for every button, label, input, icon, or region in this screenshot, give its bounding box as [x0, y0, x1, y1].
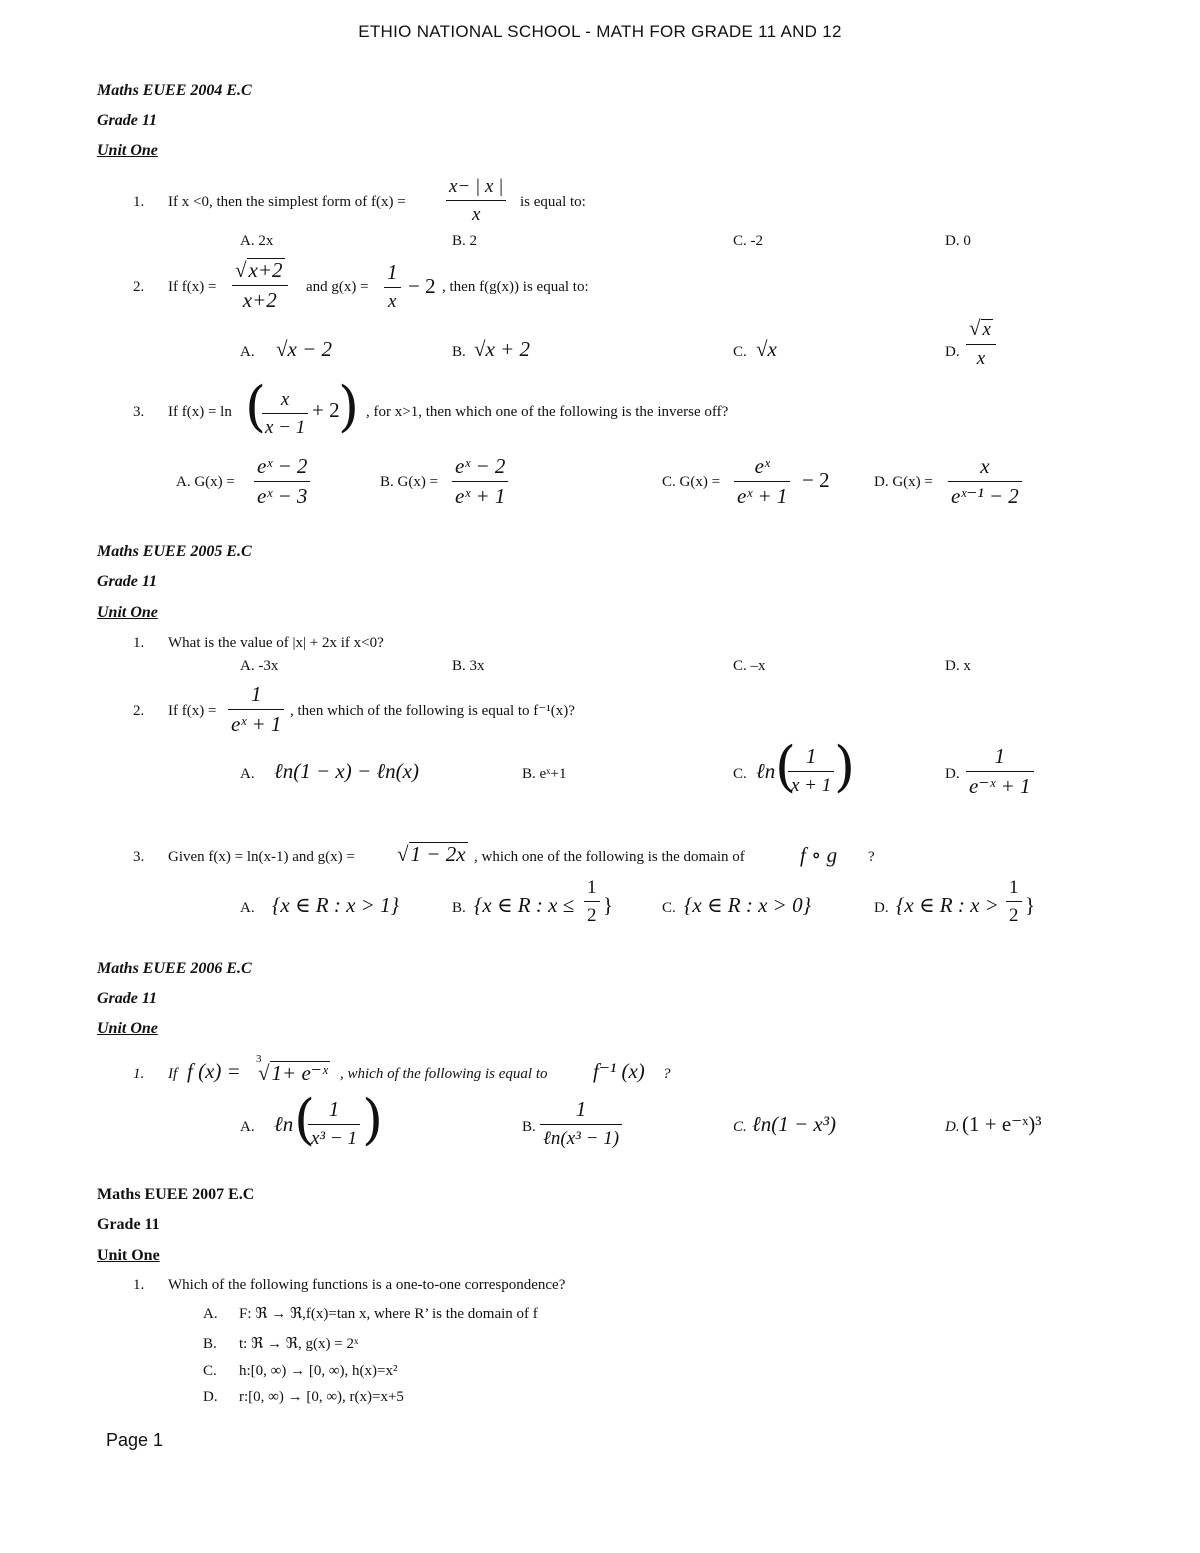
- option-d: [948, 456, 1022, 507]
- question-number: 2.: [133, 703, 145, 719]
- option-d: D. 0: [945, 233, 971, 249]
- question-stem-mid: and g(x) =: [306, 279, 369, 295]
- fraction-denominator: x: [471, 204, 481, 225]
- radical-sign-icon: √: [258, 1061, 270, 1085]
- option-d-suffix: }: [1025, 893, 1036, 917]
- option-a: F: ℜ → ℜ,f(x)=tan x, where R’ is the domain of f: [239, 1306, 538, 1322]
- option-c-label: C.: [203, 1363, 217, 1379]
- fraction-numerator: eˣ − 2: [455, 454, 506, 478]
- question-stem-end: , for x>1, then which one of the following is the inverse off?: [366, 404, 729, 420]
- question-number: 3.: [133, 849, 145, 865]
- expression-tail: − 2: [408, 274, 436, 298]
- fraction: [232, 258, 288, 311]
- option-d-label: D.: [945, 344, 960, 360]
- option-c-label: C.: [733, 344, 747, 360]
- option-c: C. –x: [733, 658, 766, 674]
- fraction-numerator: [232, 258, 288, 281]
- fraction-denominator: 2: [1009, 905, 1019, 926]
- page-header: ETHIO NATIONAL SCHOOL - MATH FOR GRADE 11 AND 12: [358, 22, 842, 41]
- fraction: [228, 684, 284, 735]
- question-stem: If f(x) =: [168, 279, 217, 295]
- fraction-bar: [384, 287, 401, 288]
- fraction-numerator: x: [980, 454, 990, 478]
- option-b-suffix: }: [603, 893, 614, 917]
- option-b-label: B.: [452, 344, 466, 360]
- option-a-prefix: ℓn: [274, 1112, 294, 1136]
- left-paren-icon: (: [294, 1088, 316, 1151]
- fraction-denominator: e⁻ˣ + 1: [969, 774, 1031, 798]
- fraction-bar: [1006, 901, 1022, 902]
- fraction: [446, 177, 506, 224]
- fraction: [262, 390, 308, 437]
- fraction-denominator: x³ − 1: [311, 1128, 357, 1149]
- fraction-numerator: eˣ: [754, 454, 770, 478]
- option-d-label: D.: [203, 1389, 218, 1405]
- option-a-label: A.: [240, 900, 255, 916]
- page-number: Page 1: [106, 1430, 164, 1450]
- grade-label-2007: Grade 11: [97, 1216, 160, 1233]
- option-d-label: D.: [945, 1119, 960, 1135]
- fraction: [384, 262, 401, 311]
- fraction-denominator: eˣ − 3: [257, 484, 308, 508]
- fraction-denominator: x + 1: [791, 775, 832, 796]
- expression-tail: + 2: [312, 398, 340, 422]
- fraction-numerator: 1: [250, 682, 262, 706]
- option-a-label: A.: [240, 1119, 255, 1135]
- fraction-denominator: eˣ + 1: [455, 484, 506, 508]
- option-d-label: D.: [945, 766, 960, 782]
- option-c-expr: x: [767, 337, 777, 361]
- option-b: B. 2: [452, 233, 478, 249]
- question-number: 1.: [133, 635, 145, 651]
- fraction-numerator: x: [280, 389, 290, 410]
- fraction-numerator: 1: [1009, 877, 1019, 898]
- option-a: ℓn(1 − x) − ℓn(x): [274, 759, 419, 783]
- section-title-2006: Maths EUEE 2006 E.C: [97, 960, 252, 977]
- fraction-bar: [232, 285, 288, 286]
- question-stem-end: , which one of the following is the domain of: [474, 849, 745, 865]
- radicand: 1+ e⁻ˣ: [271, 1061, 328, 1085]
- fraction-bar: [308, 1124, 360, 1125]
- option-d-label: D.: [874, 900, 889, 916]
- question-stem-end: , which of the following is equal to: [340, 1066, 548, 1082]
- fraction-denominator: x − 1: [265, 417, 306, 438]
- option-c: [788, 746, 834, 795]
- option-a: A. -3x: [240, 658, 279, 674]
- radical-sign-icon: √: [969, 316, 981, 340]
- fraction-bar: [788, 771, 834, 772]
- question-mark: ?: [868, 849, 875, 865]
- fraction-numerator: [966, 318, 996, 340]
- section-title-2005: Maths EUEE 2005 E.C: [97, 543, 252, 560]
- fraction-numerator: eˣ − 2: [257, 454, 308, 478]
- option-a-label: A.: [240, 766, 255, 782]
- question-mark: ?: [663, 1066, 671, 1082]
- question-stem: What is the value of |x| + 2x if x<0?: [168, 635, 384, 651]
- option-b-expr: x + 2: [485, 337, 531, 361]
- radicand: x+2: [248, 258, 283, 282]
- unit-label-2007: Unit One: [97, 1247, 160, 1264]
- unit-label-2004: Unit One: [97, 142, 158, 159]
- option-a: [254, 456, 310, 507]
- option-c: ℓn(1 − x³): [752, 1112, 837, 1136]
- option-b-fraction: [584, 878, 600, 925]
- radicand: 1 − 2x: [410, 842, 466, 866]
- fraction-bar: [540, 1124, 622, 1125]
- question-stem: If: [168, 1066, 178, 1082]
- unit-label-2005: Unit One: [97, 604, 158, 621]
- question-number: 2.: [133, 279, 145, 295]
- fraction-bar: [254, 481, 310, 482]
- right-paren-icon: ): [362, 1088, 384, 1151]
- radical-sign-icon: √: [276, 337, 288, 361]
- fraction-bar: [734, 481, 790, 482]
- option-a: A. 2x: [240, 233, 274, 249]
- fraction-numerator: 1: [587, 877, 597, 898]
- option-d-prefix: {x ∈ R : x >: [896, 893, 999, 917]
- fraction-denominator: ℓn(x³ − 1): [543, 1128, 620, 1149]
- option-b: [474, 339, 530, 360]
- fraction-bar: [948, 481, 1022, 482]
- option-b: [540, 1099, 622, 1148]
- option-c: h:[0, ∞) → [0, ∞), h(x)=x²: [239, 1363, 398, 1379]
- fraction-denominator: 2: [587, 905, 597, 926]
- option-a: [308, 1099, 360, 1148]
- fraction-bar: [228, 709, 284, 710]
- option-c: [756, 339, 777, 360]
- option-a-expr: x − 2: [287, 337, 333, 361]
- fraction-denominator: x: [976, 347, 986, 369]
- option-d: [966, 318, 996, 368]
- question-stem-end: is equal to:: [520, 194, 586, 210]
- option-b-label: B.: [452, 900, 466, 916]
- option-b: B. eˣ+1: [522, 766, 567, 782]
- right-paren-icon: ): [338, 375, 360, 438]
- radical-expression: [258, 1061, 330, 1084]
- option-c-label: C.: [662, 900, 676, 916]
- option-c: [734, 456, 790, 507]
- option-a-label: A.: [240, 344, 255, 360]
- fraction-numerator: 1: [994, 744, 1005, 768]
- fraction-numerator: 1: [805, 744, 817, 768]
- fraction-denominator: eˣ⁻¹ − 2: [951, 484, 1019, 508]
- fraction-numerator: x− | x |: [449, 176, 504, 197]
- option-a-label: A.: [203, 1306, 218, 1322]
- option-d: D. x: [945, 658, 971, 674]
- fraction-bar: [966, 344, 996, 345]
- option-c-label: C.: [733, 766, 747, 782]
- radical-sign-icon: √: [397, 842, 409, 866]
- option-b: [452, 456, 508, 507]
- option-d-label: D. G(x) =: [874, 474, 933, 490]
- grade-label-2005: Grade 11: [97, 573, 157, 590]
- question-stem: If f(x) =: [168, 703, 217, 719]
- expression-tail: − 2: [802, 468, 830, 492]
- right-paren-icon: ): [834, 735, 856, 798]
- fraction-bar: [262, 413, 308, 414]
- function-expression: f (x) =: [187, 1059, 241, 1083]
- radical-sign-icon: √: [474, 337, 486, 361]
- fraction-bar: [452, 481, 508, 482]
- option-a: [276, 339, 332, 360]
- radical-sign-icon: √: [756, 337, 768, 361]
- option-d: (1 + e⁻ˣ)³: [962, 1112, 1042, 1136]
- option-b-label: B.: [522, 1119, 536, 1135]
- grade-label-2004: Grade 11: [97, 112, 157, 129]
- unit-label-2006: Unit One: [97, 1020, 158, 1037]
- question-stem-end: , then which of the following is equal to f⁻¹(x)?: [290, 703, 575, 719]
- option-c: C. -2: [733, 233, 763, 249]
- fraction-denominator: x+2: [242, 288, 277, 313]
- option-b-label: B. G(x) =: [380, 474, 439, 490]
- fraction-bar: [966, 771, 1034, 772]
- question-stem: If x <0, then the simplest form of f(x) =: [168, 194, 406, 210]
- fraction-numerator: 1: [575, 1097, 587, 1121]
- radical-expression: [397, 842, 468, 865]
- option-d: r:[0, ∞) → [0, ∞), r(x)=x+5: [239, 1389, 404, 1405]
- question-number: 3.: [133, 404, 145, 420]
- left-paren-icon: (: [245, 375, 267, 438]
- question-stem-end: , then f(g(x)) is equal to:: [442, 279, 589, 295]
- question-number: 1.: [133, 1277, 145, 1293]
- option-d-fraction: [1006, 878, 1022, 925]
- question-stem: Which of the following functions is a one-to-one correspondence?: [168, 1277, 566, 1293]
- composition: f ∘ g: [800, 843, 838, 867]
- option-b-label: B.: [203, 1336, 217, 1352]
- option-a: {x ∈ R : x > 1}: [272, 893, 399, 917]
- grade-label-2006: Grade 11: [97, 990, 157, 1007]
- fraction-denominator: eˣ + 1: [737, 484, 788, 508]
- radicand: x: [982, 319, 991, 340]
- option-b-prefix: {x ∈ R : x ≤: [474, 893, 575, 917]
- option-a-label: A. G(x) =: [176, 474, 235, 490]
- option-c-label: C.: [733, 1119, 747, 1135]
- question-stem: If f(x) = ln: [168, 404, 232, 420]
- section-title-2004: Maths EUEE 2004 E.C: [97, 82, 252, 99]
- section-title-2007: Maths EUEE 2007 E.C: [97, 1186, 255, 1203]
- left-paren-icon: (: [775, 735, 797, 798]
- root-index: 3: [256, 1053, 262, 1065]
- option-c-label: C. G(x) =: [662, 474, 721, 490]
- inverse-function: f⁻¹ (x): [593, 1059, 645, 1083]
- fraction-denominator: x: [388, 291, 397, 312]
- fraction-bar: [446, 200, 506, 201]
- question-number: 1.: [133, 1066, 145, 1082]
- fraction-bar: [584, 901, 600, 902]
- option-b: B. 3x: [452, 658, 485, 674]
- option-c: {x ∈ R : x > 0}: [684, 893, 811, 917]
- radical-sign-icon: √: [235, 258, 247, 282]
- fraction-denominator: eˣ + 1: [231, 712, 282, 736]
- option-c-prefix: ℓn: [756, 759, 776, 783]
- option-b: t: ℜ → ℜ, g(x) = 2ˣ: [239, 1336, 359, 1352]
- question-number: 1.: [133, 194, 145, 210]
- option-d: [966, 746, 1034, 797]
- fraction-numerator: 1: [328, 1097, 340, 1121]
- question-stem: Given f(x) = ln(x-1) and g(x) =: [168, 849, 355, 865]
- fraction-numerator: 1: [387, 260, 398, 284]
